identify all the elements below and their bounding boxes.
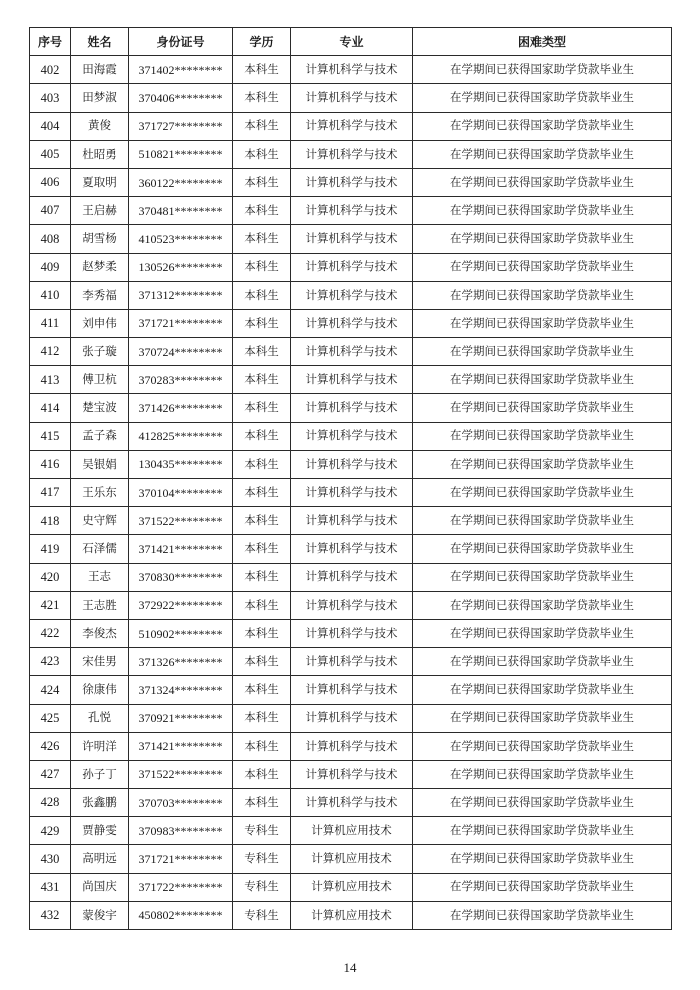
cell-major: 计算机应用技术 xyxy=(291,873,413,901)
cell-major: 计算机科学与技术 xyxy=(291,732,413,760)
cell-hardship-type: 在学期间已获得国家助学贷款毕业生 xyxy=(413,535,672,563)
cell-major: 计算机科学与技术 xyxy=(291,281,413,309)
cell-id-number: 370830******** xyxy=(129,563,233,591)
table-row xyxy=(30,535,672,563)
cell-id-number: 370481******** xyxy=(129,197,233,225)
cell-major: 计算机科学与技术 xyxy=(291,422,413,450)
cell-major: 计算机应用技术 xyxy=(291,817,413,845)
cell-index: 411 xyxy=(30,309,71,337)
cell-hardship-type: 在学期间已获得国家助学贷款毕业生 xyxy=(413,394,672,422)
cell-id-number: 370703******** xyxy=(129,789,233,817)
cell-education: 本科生 xyxy=(233,563,291,591)
cell-index: 406 xyxy=(30,168,71,196)
cell-major: 计算机科学与技术 xyxy=(291,338,413,366)
cell-major: 计算机科学与技术 xyxy=(291,648,413,676)
cell-hardship-type: 在学期间已获得国家助学贷款毕业生 xyxy=(413,366,672,394)
cell-index: 430 xyxy=(30,845,71,873)
table-row xyxy=(30,901,672,929)
cell-name: 宋佳男 xyxy=(71,648,129,676)
cell-index: 420 xyxy=(30,563,71,591)
cell-hardship-type: 在学期间已获得国家助学贷款毕业生 xyxy=(413,56,672,84)
cell-education: 本科生 xyxy=(233,394,291,422)
cell-id-number: 130435******** xyxy=(129,450,233,478)
table-row xyxy=(30,394,672,422)
table-row xyxy=(30,591,672,619)
cell-education: 本科生 xyxy=(233,309,291,337)
cell-id-number: 412825******** xyxy=(129,422,233,450)
cell-hardship-type: 在学期间已获得国家助学贷款毕业生 xyxy=(413,760,672,788)
table-row xyxy=(30,56,672,84)
cell-hardship-type: 在学期间已获得国家助学贷款毕业生 xyxy=(413,901,672,929)
cell-index: 407 xyxy=(30,197,71,225)
table-row xyxy=(30,676,672,704)
cell-index: 405 xyxy=(30,140,71,168)
cell-education: 本科生 xyxy=(233,760,291,788)
cell-education: 本科生 xyxy=(233,84,291,112)
table-row xyxy=(30,732,672,760)
cell-hardship-type: 在学期间已获得国家助学贷款毕业生 xyxy=(413,648,672,676)
cell-education: 本科生 xyxy=(233,225,291,253)
cell-education: 本科生 xyxy=(233,507,291,535)
cell-index: 408 xyxy=(30,225,71,253)
cell-name: 王乐东 xyxy=(71,479,129,507)
cell-index: 417 xyxy=(30,479,71,507)
table-row xyxy=(30,789,672,817)
cell-education: 本科生 xyxy=(233,676,291,704)
cell-index: 428 xyxy=(30,789,71,817)
cell-id-number: 370283******** xyxy=(129,366,233,394)
cell-name: 田海霞 xyxy=(71,56,129,84)
table-row xyxy=(30,253,672,281)
cell-major: 计算机科学与技术 xyxy=(291,253,413,281)
cell-name: 刘申伟 xyxy=(71,309,129,337)
cell-index: 415 xyxy=(30,422,71,450)
cell-education: 本科生 xyxy=(233,112,291,140)
cell-name: 石泽儒 xyxy=(71,535,129,563)
cell-major: 计算机应用技术 xyxy=(291,901,413,929)
cell-id-number: 370724******** xyxy=(129,338,233,366)
cell-hardship-type: 在学期间已获得国家助学贷款毕业生 xyxy=(413,140,672,168)
cell-major: 计算机科学与技术 xyxy=(291,676,413,704)
table-row xyxy=(30,168,672,196)
table-row xyxy=(30,450,672,478)
cell-major: 计算机科学与技术 xyxy=(291,394,413,422)
cell-id-number: 360122******** xyxy=(129,168,233,196)
cell-name: 王志 xyxy=(71,563,129,591)
cell-hardship-type: 在学期间已获得国家助学贷款毕业生 xyxy=(413,591,672,619)
table-row xyxy=(30,507,672,535)
cell-education: 专科生 xyxy=(233,817,291,845)
table-row xyxy=(30,309,672,337)
cell-major: 计算机科学与技术 xyxy=(291,704,413,732)
cell-hardship-type: 在学期间已获得国家助学贷款毕业生 xyxy=(413,817,672,845)
table-header-row xyxy=(30,28,672,56)
cell-hardship-type: 在学期间已获得国家助学贷款毕业生 xyxy=(413,450,672,478)
cell-hardship-type: 在学期间已获得国家助学贷款毕业生 xyxy=(413,253,672,281)
cell-id-number: 370983******** xyxy=(129,817,233,845)
cell-name: 王志胜 xyxy=(71,591,129,619)
cell-hardship-type: 在学期间已获得国家助学贷款毕业生 xyxy=(413,873,672,901)
cell-index: 404 xyxy=(30,112,71,140)
cell-hardship-type: 在学期间已获得国家助学贷款毕业生 xyxy=(413,168,672,196)
cell-id-number: 370406******** xyxy=(129,84,233,112)
cell-id-number: 370104******** xyxy=(129,479,233,507)
cell-id-number: 371721******** xyxy=(129,309,233,337)
cell-id-number: 371721******** xyxy=(129,845,233,873)
cell-name: 胡雪杨 xyxy=(71,225,129,253)
table-row xyxy=(30,648,672,676)
cell-hardship-type: 在学期间已获得国家助学贷款毕业生 xyxy=(413,479,672,507)
table-row xyxy=(30,197,672,225)
cell-major: 计算机科学与技术 xyxy=(291,140,413,168)
cell-index: 412 xyxy=(30,338,71,366)
cell-education: 本科生 xyxy=(233,197,291,225)
cell-index: 429 xyxy=(30,817,71,845)
cell-id-number: 371522******** xyxy=(129,760,233,788)
table-row xyxy=(30,112,672,140)
cell-name: 高明远 xyxy=(71,845,129,873)
cell-hardship-type: 在学期间已获得国家助学贷款毕业生 xyxy=(413,789,672,817)
table-row xyxy=(30,422,672,450)
cell-major: 计算机科学与技术 xyxy=(291,450,413,478)
cell-name: 夏取明 xyxy=(71,168,129,196)
cell-education: 专科生 xyxy=(233,845,291,873)
header-name: 姓名 xyxy=(71,28,129,56)
cell-major: 计算机科学与技术 xyxy=(291,619,413,647)
cell-education: 本科生 xyxy=(233,422,291,450)
cell-id-number: 371522******** xyxy=(129,507,233,535)
cell-name: 王启赫 xyxy=(71,197,129,225)
header-hardship-type: 困难类型 xyxy=(413,28,672,56)
cell-index: 410 xyxy=(30,281,71,309)
cell-name: 许明洋 xyxy=(71,732,129,760)
cell-hardship-type: 在学期间已获得国家助学贷款毕业生 xyxy=(413,845,672,873)
cell-id-number: 371402******** xyxy=(129,56,233,84)
cell-major: 计算机科学与技术 xyxy=(291,789,413,817)
cell-name: 尚国庆 xyxy=(71,873,129,901)
cell-id-number: 370921******** xyxy=(129,704,233,732)
table-row xyxy=(30,817,672,845)
cell-index: 424 xyxy=(30,676,71,704)
table-row xyxy=(30,140,672,168)
cell-index: 419 xyxy=(30,535,71,563)
cell-major: 计算机科学与技术 xyxy=(291,56,413,84)
cell-education: 本科生 xyxy=(233,732,291,760)
cell-major: 计算机科学与技术 xyxy=(291,168,413,196)
cell-education: 本科生 xyxy=(233,648,291,676)
cell-hardship-type: 在学期间已获得国家助学贷款毕业生 xyxy=(413,309,672,337)
cell-name: 楚宝波 xyxy=(71,394,129,422)
cell-major: 计算机应用技术 xyxy=(291,845,413,873)
cell-id-number: 371324******** xyxy=(129,676,233,704)
cell-index: 402 xyxy=(30,56,71,84)
table-row xyxy=(30,84,672,112)
cell-index: 414 xyxy=(30,394,71,422)
cell-major: 计算机科学与技术 xyxy=(291,591,413,619)
cell-education: 本科生 xyxy=(233,168,291,196)
cell-name: 张子璇 xyxy=(71,338,129,366)
cell-index: 416 xyxy=(30,450,71,478)
cell-id-number: 371421******** xyxy=(129,732,233,760)
table-row xyxy=(30,225,672,253)
graduate-table xyxy=(29,27,672,930)
cell-major: 计算机科学与技术 xyxy=(291,366,413,394)
cell-hardship-type: 在学期间已获得国家助学贷款毕业生 xyxy=(413,112,672,140)
cell-name: 孔悦 xyxy=(71,704,129,732)
cell-education: 本科生 xyxy=(233,535,291,563)
cell-index: 425 xyxy=(30,704,71,732)
cell-index: 426 xyxy=(30,732,71,760)
cell-name: 田梦淑 xyxy=(71,84,129,112)
cell-index: 422 xyxy=(30,619,71,647)
table-body xyxy=(30,56,672,930)
cell-education: 本科生 xyxy=(233,140,291,168)
cell-education: 本科生 xyxy=(233,366,291,394)
cell-index: 427 xyxy=(30,760,71,788)
cell-id-number: 410523******** xyxy=(129,225,233,253)
page-number: 14 xyxy=(343,960,357,975)
cell-major: 计算机科学与技术 xyxy=(291,112,413,140)
cell-name: 李秀福 xyxy=(71,281,129,309)
cell-education: 本科生 xyxy=(233,338,291,366)
cell-index: 423 xyxy=(30,648,71,676)
cell-index: 432 xyxy=(30,901,71,929)
cell-name: 孙子丁 xyxy=(71,760,129,788)
table-row xyxy=(30,281,672,309)
cell-name: 傅卫杭 xyxy=(71,366,129,394)
cell-name: 蒙俊宇 xyxy=(71,901,129,929)
cell-major: 计算机科学与技术 xyxy=(291,507,413,535)
table-row xyxy=(30,366,672,394)
cell-index: 421 xyxy=(30,591,71,619)
cell-id-number: 371727******** xyxy=(129,112,233,140)
cell-hardship-type: 在学期间已获得国家助学贷款毕业生 xyxy=(413,225,672,253)
cell-education: 本科生 xyxy=(233,56,291,84)
cell-hardship-type: 在学期间已获得国家助学贷款毕业生 xyxy=(413,507,672,535)
header-major: 专业 xyxy=(291,28,413,56)
cell-major: 计算机科学与技术 xyxy=(291,225,413,253)
header-education: 学历 xyxy=(233,28,291,56)
cell-index: 403 xyxy=(30,84,71,112)
cell-education: 专科生 xyxy=(233,873,291,901)
cell-major: 计算机科学与技术 xyxy=(291,479,413,507)
table-row xyxy=(30,704,672,732)
header-index: 序号 xyxy=(30,28,71,56)
cell-id-number: 371421******** xyxy=(129,535,233,563)
cell-id-number: 371312******** xyxy=(129,281,233,309)
table-row xyxy=(30,619,672,647)
table-row xyxy=(30,338,672,366)
cell-index: 418 xyxy=(30,507,71,535)
cell-hardship-type: 在学期间已获得国家助学贷款毕业生 xyxy=(413,197,672,225)
cell-major: 计算机科学与技术 xyxy=(291,309,413,337)
cell-id-number: 371326******** xyxy=(129,648,233,676)
cell-id-number: 372922******** xyxy=(129,591,233,619)
cell-major: 计算机科学与技术 xyxy=(291,197,413,225)
cell-index: 409 xyxy=(30,253,71,281)
cell-hardship-type: 在学期间已获得国家助学贷款毕业生 xyxy=(413,732,672,760)
cell-hardship-type: 在学期间已获得国家助学贷款毕业生 xyxy=(413,563,672,591)
cell-hardship-type: 在学期间已获得国家助学贷款毕业生 xyxy=(413,422,672,450)
cell-education: 本科生 xyxy=(233,281,291,309)
cell-index: 413 xyxy=(30,366,71,394)
cell-id-number: 371426******** xyxy=(129,394,233,422)
cell-name: 张鑫鹏 xyxy=(71,789,129,817)
cell-id-number: 130526******** xyxy=(129,253,233,281)
cell-education: 本科生 xyxy=(233,704,291,732)
cell-education: 本科生 xyxy=(233,591,291,619)
cell-id-number: 450802******** xyxy=(129,901,233,929)
table-row xyxy=(30,845,672,873)
table-row xyxy=(30,479,672,507)
cell-name: 贾静雯 xyxy=(71,817,129,845)
table-row xyxy=(30,760,672,788)
cell-id-number: 371722******** xyxy=(129,873,233,901)
table-row xyxy=(30,873,672,901)
cell-education: 专科生 xyxy=(233,901,291,929)
cell-hardship-type: 在学期间已获得国家助学贷款毕业生 xyxy=(413,619,672,647)
cell-id-number: 510902******** xyxy=(129,619,233,647)
table-row xyxy=(30,563,672,591)
cell-id-number: 510821******** xyxy=(129,140,233,168)
cell-hardship-type: 在学期间已获得国家助学贷款毕业生 xyxy=(413,281,672,309)
cell-name: 徐康伟 xyxy=(71,676,129,704)
cell-major: 计算机科学与技术 xyxy=(291,563,413,591)
cell-name: 赵梦柔 xyxy=(71,253,129,281)
cell-hardship-type: 在学期间已获得国家助学贷款毕业生 xyxy=(413,676,672,704)
cell-education: 本科生 xyxy=(233,619,291,647)
cell-name: 黄俊 xyxy=(71,112,129,140)
cell-name: 吴银娟 xyxy=(71,450,129,478)
cell-education: 本科生 xyxy=(233,479,291,507)
cell-education: 本科生 xyxy=(233,789,291,817)
cell-major: 计算机科学与技术 xyxy=(291,535,413,563)
cell-name: 李俊杰 xyxy=(71,619,129,647)
cell-hardship-type: 在学期间已获得国家助学贷款毕业生 xyxy=(413,704,672,732)
cell-index: 431 xyxy=(30,873,71,901)
cell-education: 本科生 xyxy=(233,253,291,281)
cell-name: 孟子森 xyxy=(71,422,129,450)
cell-education: 本科生 xyxy=(233,450,291,478)
cell-major: 计算机科学与技术 xyxy=(291,84,413,112)
header-id-number: 身份证号 xyxy=(129,28,233,56)
cell-name: 史守辉 xyxy=(71,507,129,535)
cell-name: 杜昭勇 xyxy=(71,140,129,168)
cell-hardship-type: 在学期间已获得国家助学贷款毕业生 xyxy=(413,84,672,112)
cell-major: 计算机科学与技术 xyxy=(291,760,413,788)
cell-hardship-type: 在学期间已获得国家助学贷款毕业生 xyxy=(413,338,672,366)
